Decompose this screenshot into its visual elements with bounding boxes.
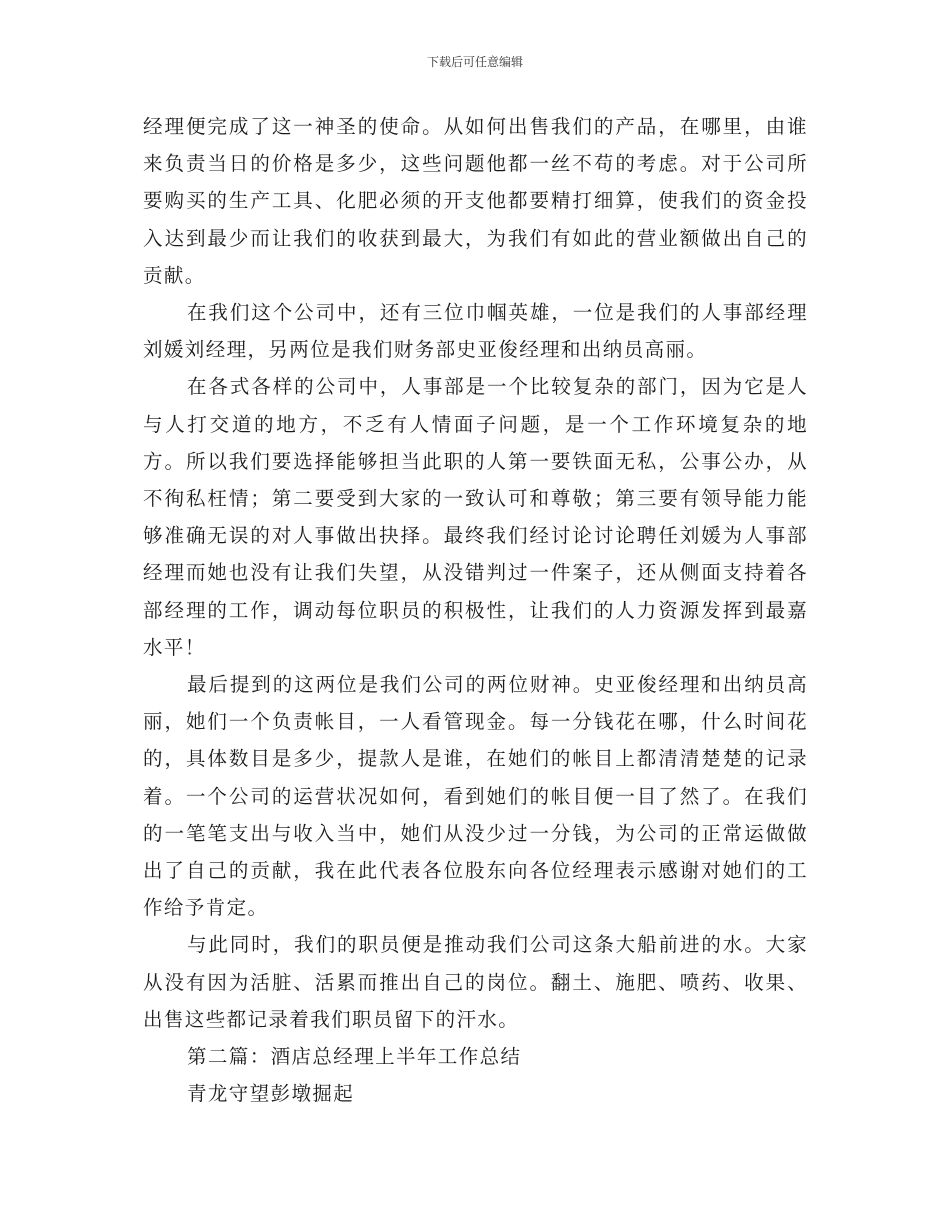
section-subtitle: 青龙守望彭墩掘起 xyxy=(187,1082,355,1106)
page-header: 下载后可任意编辑 xyxy=(426,55,523,69)
paragraph-2: 在我们这个公司中，还有三位巾帼英雄，一位是我们的人事部经理刘媛刘经理，另两位是我们财务部史亚俊经理和出纳员高丽。 xyxy=(143,301,808,362)
paragraph-4: 最后提到的这两位是我们公司的两位财神。史亚俊经理和出纳员高丽，她们一个负责帐目，一人看管现金。每一分钱花在哪，什么时间花的，具体数目是多少，提款人是谁，在她们的帐目上都清清楚楚的记录着。一个公司的运营状况如何，看到她们的帐目便一目了然了。在我们的一笔笔支出与收入当中，她们从没少过一分钱，为公司的正常运做做出了自己的贡献，我在此代表各位股东向各位经理表示感谢对她们的工作给予肯定。 xyxy=(143,673,808,920)
paragraph-1: 经理便完成了这一神圣的使命。从如何出售我们的产品，在哪里，由谁来负责当日的价格是多少，这些问题他都一丝不苟的考虑。对于公司所要购买的生产工具、化肥必须的开支他都要精打细算，使我们的资金投入达到最少而让我们的收获到最大，为我们有如此的营业额做出自己的贡献。 xyxy=(143,115,808,287)
section-heading: 第二篇：酒店总经理上半年工作总结 xyxy=(187,1045,522,1069)
paragraph-5: 与此同时，我们的职员便是推动我们公司这条大船前进的水。大家从没有因为活脏、活累而推出自己的岗位。翻土、施肥、喷药、收果、出售这些都记录着我们职员留下的汗水。 xyxy=(143,933,808,1031)
document-body xyxy=(143,108,808,1112)
paragraph-3: 在各式各样的公司中，人事部是一个比较复杂的部门，因为它是人与人打交道的地方，不乏有人情面子问题，是一个工作环境复杂的地方。所以我们要选择能够担当此职的人第一要铁面无私，公事公办，从不徇私枉情；第二要受到大家的一致认可和尊敬；第三要有领导能力能够准确无误的对人事做出抉择。最终我们经讨论讨论聘任刘媛为人事部经理而她也没有让我们失望，从没错判过一件案子，还从侧面支持着各部经理的工作，调动每位职员的积极性，让我们的人力资源发挥到最嘉水平！ xyxy=(143,375,808,659)
